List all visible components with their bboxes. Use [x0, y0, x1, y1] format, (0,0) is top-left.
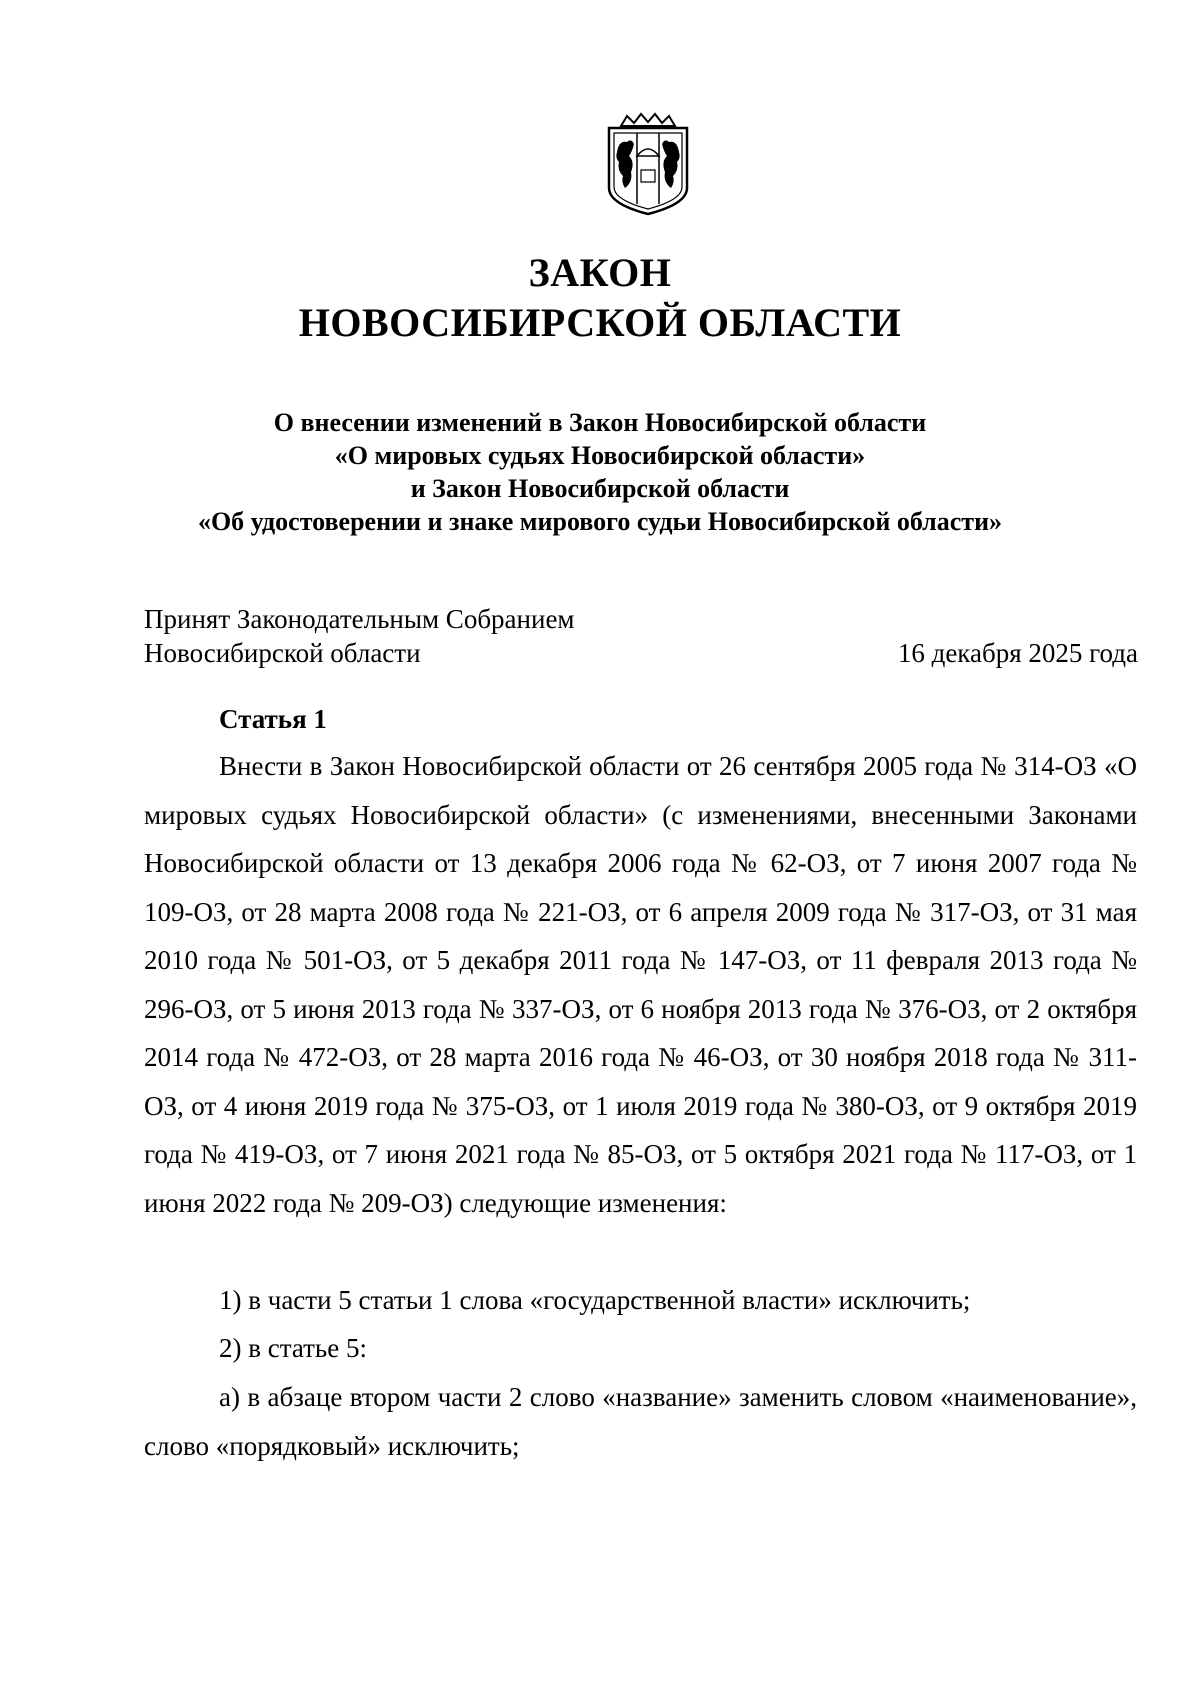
adoption-line: Новосибирской области	[144, 638, 421, 668]
law-region-title: НОВОСИБИРСКОЙ ОБЛАСТИ	[298, 300, 902, 345]
law-title: ЗАКОН	[528, 250, 672, 295]
subject-line: О внесении изменений в Закон Новосибирской области	[273, 408, 927, 437]
adoption-line: Принят Законодательным Собранием	[144, 604, 575, 634]
coat-of-arms-icon	[601, 112, 695, 216]
article-item: 1) в части 5 статьи 1 слова «государственной власти» исключить;	[219, 1285, 971, 1315]
law-subject	[0, 406, 1200, 538]
article-paragraph: Внести в Закон Новосибирской области от 26 сентября 2005 года № 314-ОЗ «О мировых судьях Новосибирской области» (с изменениями, внесенными Законами Новосибирской области от 13 декабря 2006 года № 62-ОЗ, от 7 июня 2007 года № 109-ОЗ, от 28 марта 2008 года № 221-ОЗ, от 6 апреля 2009 года № 317-ОЗ, от 31 мая 2010 года № 501-ОЗ, от 5 декабря 2011 года № 147-ОЗ, от 11 февраля 2013 года № 296-ОЗ, от 5 июня 2013 года № 337-ОЗ, от 6 ноября 2013 года № 376-ОЗ, от 2 октября 2014 года № 472-ОЗ, от 28 марта 2016 года № 46-ОЗ, от 30 ноября 2018 года № 311-ОЗ, от 4 июня 2019 года № 375-ОЗ, от 1 июля 2019 года № 380-ОЗ, от 9 октября 2019 года № 419-ОЗ, от 7 июня 2021 года № 85-ОЗ, от 5 октября 2021 года № 117-ОЗ, от 1 июня 2022 года № 209-ОЗ) следующие изменения:	[144, 751, 1137, 1218]
subject-line: и Закон Новосибирской области	[410, 474, 790, 503]
article-item: 2) в статье 5:	[219, 1333, 367, 1363]
adoption-date: 16 декабря 2025 года	[897, 638, 1138, 668]
subject-line: «Об удостоверении и знаке мирового судьи Новосибирской области»	[197, 507, 1003, 536]
article-heading: Статья 1	[219, 704, 327, 734]
adoption-info	[144, 602, 575, 670]
subject-line: «О мировых судьях Новосибирской области»	[334, 441, 866, 470]
article-subitem: а) в абзаце втором части 2 слово «название» заменить словом «наименование», слово «порядковый» исключить;	[144, 1382, 1137, 1461]
